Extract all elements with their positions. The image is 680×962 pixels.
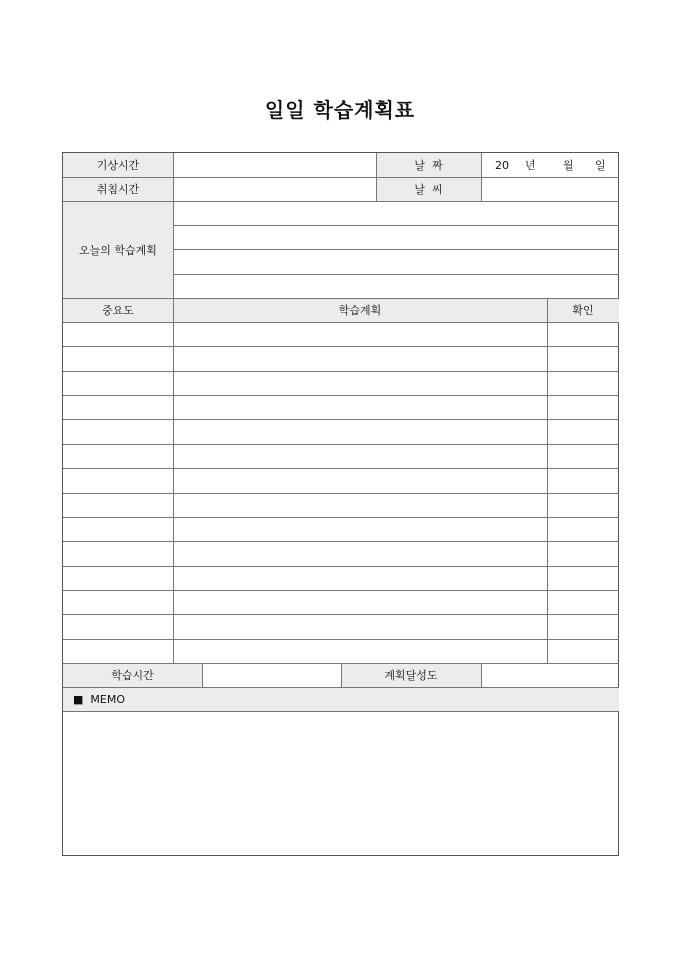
weather-label: 날 씨 [376,177,481,201]
column-header-check: 확인 [547,298,619,322]
priority-cell[interactable] [63,346,173,370]
check-cell[interactable] [547,395,619,419]
page-title: 일일 학습계획표 [264,98,416,122]
table-row-divider [63,371,619,372]
table-row-divider [63,517,619,518]
plan-cell[interactable] [173,614,547,638]
plan-cell[interactable] [173,371,547,395]
today-plan-line-1[interactable] [173,201,619,225]
plan-cell[interactable] [173,639,547,663]
study-time-label: 학습시간 [63,663,202,687]
wake-time-label: 기상시간 [63,153,173,177]
today-plan-line-3[interactable] [173,249,619,274]
table-row-divider [63,566,619,567]
column-header-priority: 중요도 [63,298,173,322]
date-year-unit: 년 [525,159,536,172]
wake-time-field[interactable] [173,153,376,177]
sleep-time-label: 취침시간 [63,177,173,201]
column-header-plan: 학습계획 [173,298,547,322]
table-row-divider [63,395,619,396]
priority-cell[interactable] [63,590,173,614]
date-label: 날 짜 [376,153,481,177]
plan-cell[interactable] [173,517,547,541]
table-row-divider [63,346,619,347]
plan-cell[interactable] [173,468,547,492]
check-cell[interactable] [547,346,619,370]
plan-cell[interactable] [173,395,547,419]
memo-field[interactable] [63,711,619,856]
plan-cell[interactable] [173,541,547,565]
table-row-divider [63,590,619,591]
priority-cell[interactable] [63,371,173,395]
check-cell[interactable] [547,566,619,590]
plan-cell[interactable] [173,322,547,346]
today-plan-label: 오늘의 학습계획 [63,201,173,298]
check-cell[interactable] [547,419,619,443]
check-cell[interactable] [547,371,619,395]
date-year-prefix: 20 [495,158,509,172]
today-plan-line-2[interactable] [173,225,619,249]
plan-cell[interactable] [173,590,547,614]
plan-cell[interactable] [173,444,547,468]
priority-cell[interactable] [63,566,173,590]
achievement-label: 계획달성도 [341,663,481,687]
today-plan-line-4[interactable] [173,274,619,298]
study-time-field[interactable] [202,663,341,687]
priority-cell[interactable] [63,395,173,419]
table-row-divider [63,493,619,494]
check-cell[interactable] [547,468,619,492]
priority-cell[interactable] [63,541,173,565]
priority-cell[interactable] [63,444,173,468]
table-row-divider [63,639,619,640]
check-cell[interactable] [547,614,619,638]
check-cell[interactable] [547,639,619,663]
check-cell[interactable] [547,444,619,468]
priority-cell[interactable] [63,493,173,517]
achievement-field[interactable] [481,663,619,687]
plan-cell[interactable] [173,566,547,590]
table-row-divider [63,419,619,420]
table-row-divider [63,614,619,615]
priority-cell[interactable] [63,419,173,443]
table-row-divider [63,468,619,469]
daily-study-plan-form [62,152,619,856]
plan-cell[interactable] [173,419,547,443]
priority-cell[interactable] [63,517,173,541]
check-cell[interactable] [547,493,619,517]
priority-cell[interactable] [63,614,173,638]
date-month-unit: 월 [563,159,574,172]
sleep-time-field[interactable] [173,177,376,201]
check-cell[interactable] [547,590,619,614]
weather-field[interactable] [481,177,619,201]
check-cell[interactable] [547,541,619,565]
priority-cell[interactable] [63,639,173,663]
priority-cell[interactable] [63,322,173,346]
plan-cell[interactable] [173,346,547,370]
plan-cell[interactable] [173,493,547,517]
check-cell[interactable] [547,517,619,541]
table-row-divider [63,541,619,542]
table-row-divider [63,444,619,445]
check-cell[interactable] [547,322,619,346]
priority-cell[interactable] [63,468,173,492]
memo-label: ■ MEMO [63,687,619,711]
date-field[interactable] [481,153,619,177]
date-day-unit: 일 [595,159,606,172]
